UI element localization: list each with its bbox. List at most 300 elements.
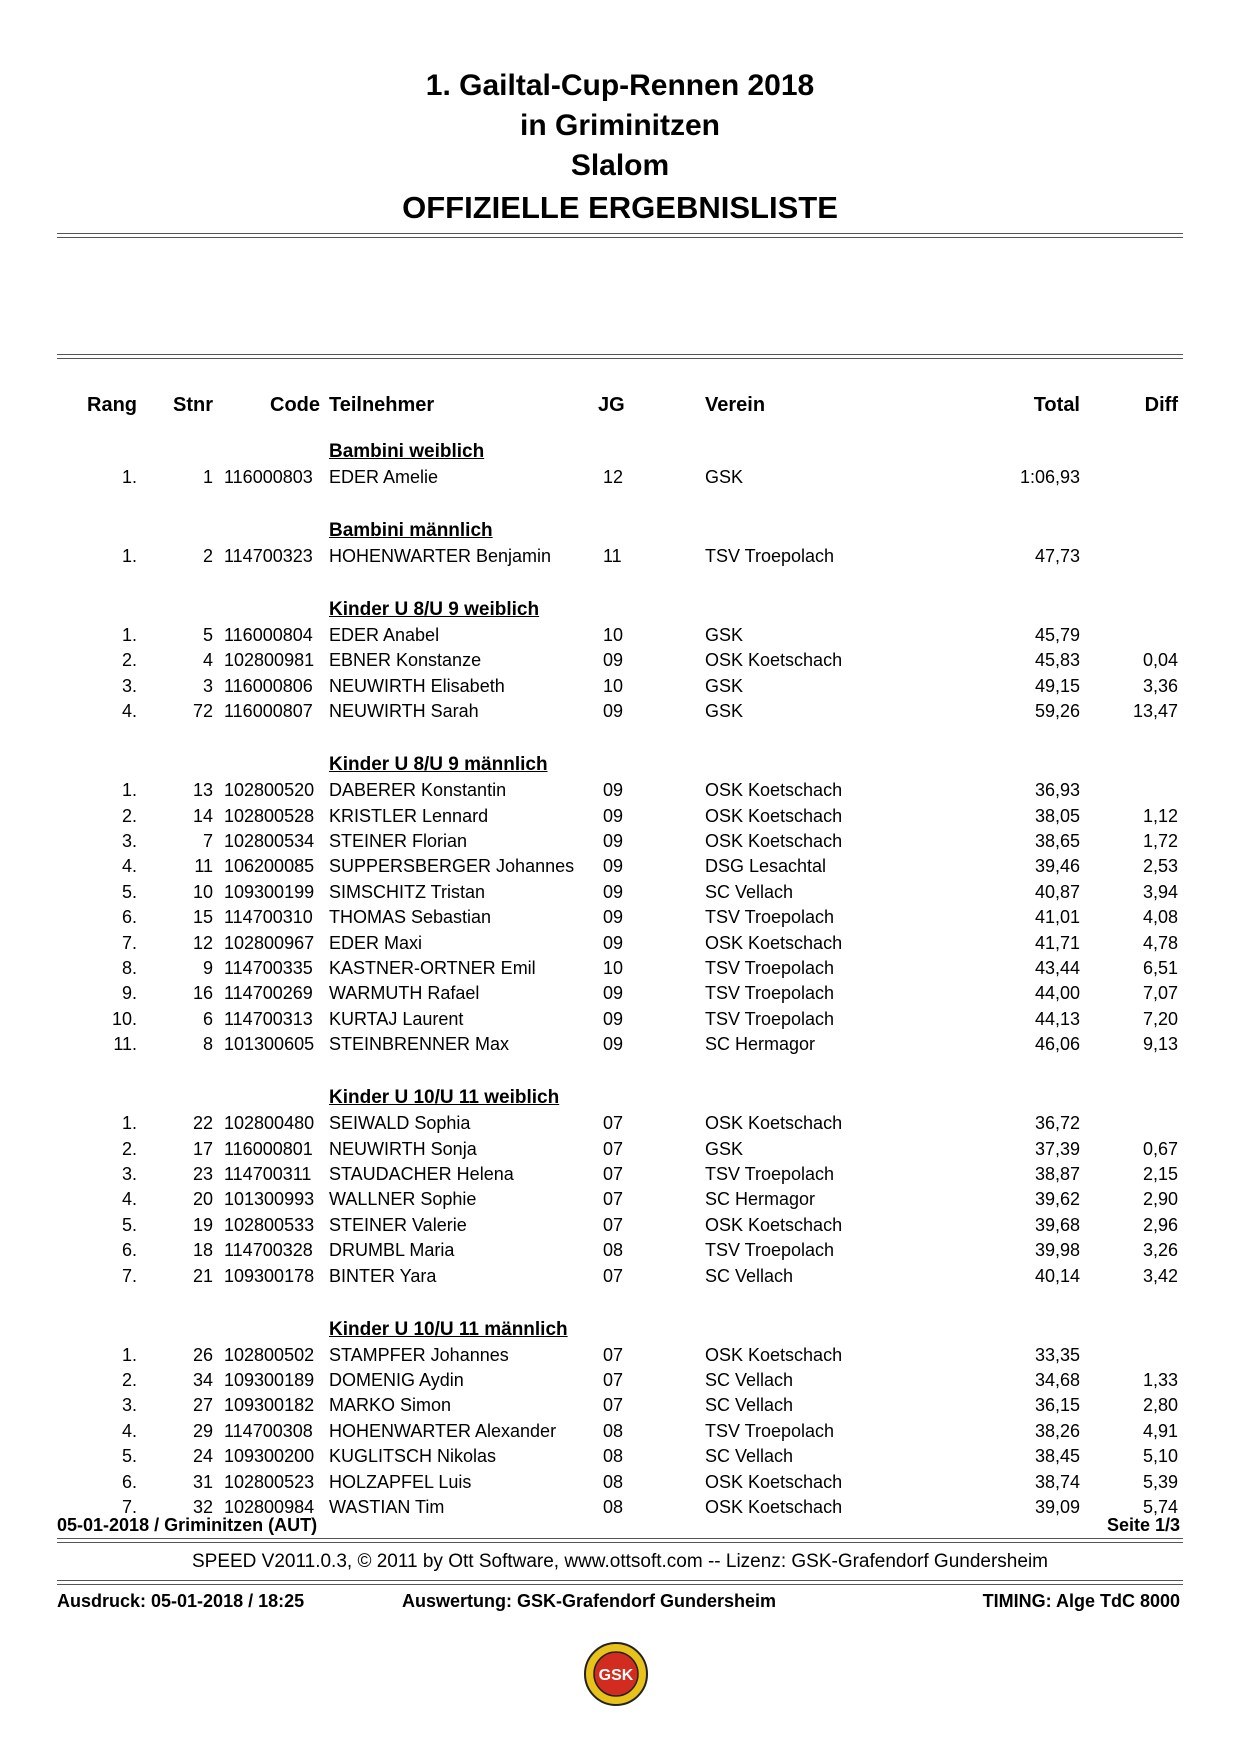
cell-stnr: 7 — [202, 831, 213, 851]
category-heading: Kinder U 10/U 11 weiblich — [329, 1087, 560, 1109]
cell-rang: 1. — [121, 625, 137, 645]
cell-code: 116000804 — [224, 625, 313, 645]
cell-verein: OSK Koetschach — [705, 1214, 843, 1235]
cell-stnr: 18 — [192, 1240, 213, 1261]
cell-diff: 1,12 — [1142, 805, 1178, 826]
cell-total: 38,65 — [1034, 831, 1080, 851]
cell-diff: 3,26 — [1142, 1240, 1178, 1261]
cell-stnr: 15 — [192, 907, 213, 928]
col-code: Code — [270, 394, 320, 416]
cell-jg: 07 — [603, 1214, 624, 1235]
cell-jg: 08 — [603, 1420, 624, 1441]
cell-jg: 08 — [603, 1471, 624, 1492]
cell-jg: 09 — [603, 907, 624, 928]
footer-timing: TIMING: Alge TdC 8000 — [982, 1591, 1180, 1611]
cell-stnr: 29 — [192, 1420, 213, 1441]
cell-verein: TSV Troepolach — [705, 1008, 835, 1029]
cell-total: 47,73 — [1034, 546, 1080, 566]
cell-jg: 08 — [603, 1497, 624, 1517]
cell-name: WASTIAN Tim — [329, 1497, 445, 1517]
cell-code: 109300200 — [224, 1446, 315, 1467]
cell-name: WALLNER Sophie — [329, 1189, 477, 1210]
cell-rang: 1. — [121, 546, 137, 566]
cell-name: DRUMBL Maria — [329, 1240, 455, 1261]
table-row — [0, 648, 1240, 673]
cell-code: 102800480 — [224, 1113, 315, 1134]
cell-verein: OSK Koetschach — [705, 805, 843, 826]
cell-verein: SC Vellach — [705, 1446, 794, 1467]
cell-jg: 07 — [603, 1265, 624, 1286]
cell-rang: 10. — [111, 1008, 137, 1029]
cell-rang: 4. — [121, 701, 137, 722]
cell-verein: GSK — [705, 701, 744, 722]
cell-verein: OSK Koetschach — [705, 1344, 843, 1365]
cell-diff: 9,13 — [1142, 1034, 1178, 1055]
table-row — [0, 1137, 1240, 1162]
cell-total: 39,09 — [1034, 1497, 1080, 1517]
cell-rang: 3. — [121, 1395, 137, 1416]
cell-total: 34,68 — [1034, 1370, 1080, 1390]
cell-rang: 6. — [121, 1240, 137, 1261]
cell-total: 1:06,93 — [1019, 467, 1080, 487]
cell-jg: 10 — [603, 675, 624, 696]
cell-code: 101300993 — [224, 1189, 315, 1210]
cell-stnr: 4 — [202, 650, 213, 671]
cell-diff: 1,72 — [1142, 831, 1178, 851]
table-row — [0, 465, 1240, 490]
cell-diff: 4,91 — [1142, 1420, 1178, 1441]
table-row — [0, 1444, 1240, 1469]
cell-diff: 7,20 — [1142, 1008, 1178, 1029]
cell-code: 116000801 — [224, 1138, 313, 1159]
cell-total: 38,05 — [1034, 805, 1080, 826]
cell-total: 41,71 — [1034, 932, 1080, 953]
cell-stnr: 31 — [192, 1471, 213, 1492]
cell-total: 38,74 — [1034, 1471, 1080, 1492]
cell-verein: GSK — [705, 625, 744, 645]
cell-jg: 07 — [603, 1395, 624, 1416]
document-title: OFFIZIELLE ERGEBNISLISTE — [402, 190, 838, 225]
cell-jg: 07 — [603, 1164, 624, 1184]
cell-verein: GSK — [705, 675, 744, 696]
cell-stnr: 20 — [192, 1189, 213, 1210]
table-row — [0, 1032, 1240, 1057]
cell-name: STEINBRENNER Max — [329, 1034, 510, 1055]
cell-jg: 07 — [603, 1370, 624, 1390]
cell-diff: 5,74 — [1142, 1497, 1178, 1517]
cell-diff: 7,07 — [1142, 983, 1178, 1004]
cell-name: NEUWIRTH Sonja — [329, 1138, 477, 1159]
cell-diff: 4,78 — [1142, 932, 1178, 953]
table-row — [0, 1213, 1240, 1238]
cell-verein: SC Vellach — [705, 1370, 794, 1390]
cell-stnr: 5 — [202, 625, 213, 645]
footer-evaluation: Auswertung: GSK-Grafendorf Gundersheim — [402, 1591, 777, 1611]
cell-verein: TSV Troepolach — [705, 1420, 835, 1441]
cell-rang: 4. — [121, 1189, 137, 1210]
cell-stnr: 32 — [192, 1497, 213, 1517]
cell-code: 102800502 — [224, 1344, 315, 1365]
cell-stnr: 8 — [202, 1034, 213, 1055]
cell-diff: 3,94 — [1142, 881, 1178, 902]
col-verein: Verein — [705, 394, 766, 416]
cell-stnr: 23 — [192, 1164, 213, 1184]
cell-name: DABERER Konstantin — [329, 780, 507, 801]
club-logo — [583, 1641, 649, 1707]
cell-name: NEUWIRTH Elisabeth — [329, 675, 505, 696]
table-row — [0, 1238, 1240, 1263]
cell-name: KUGLITSCH Nikolas — [329, 1446, 497, 1467]
cell-code: 114700328 — [224, 1240, 313, 1261]
cell-jg: 11 — [603, 546, 622, 566]
cell-stnr: 34 — [192, 1370, 213, 1390]
cell-jg: 07 — [603, 1138, 624, 1159]
cell-name: KURTAJ Laurent — [329, 1008, 464, 1029]
cell-name: STEINER Florian — [329, 831, 468, 851]
title-divider — [57, 233, 1183, 238]
cell-code: 102800533 — [224, 1214, 315, 1235]
category-heading: Bambini männlich — [329, 520, 493, 541]
cell-verein: SC Vellach — [705, 1265, 794, 1286]
title-line-1: 1. Gailtal-Cup-Rennen 2018 — [425, 69, 815, 102]
cell-stnr: 22 — [192, 1113, 213, 1134]
cell-jg: 09 — [603, 932, 624, 953]
cell-rang: 11. — [113, 1034, 137, 1055]
table-row — [0, 880, 1240, 905]
table-row — [0, 1264, 1240, 1289]
cell-rang: 4. — [121, 1420, 137, 1441]
table-row — [0, 931, 1240, 956]
cell-rang: 2. — [121, 1370, 137, 1390]
cell-code: 114700269 — [224, 983, 313, 1004]
cell-name: SEIWALD Sophia — [329, 1113, 471, 1134]
cell-name: EDER Maxi — [329, 932, 423, 953]
cell-diff: 2,53 — [1142, 856, 1178, 877]
cell-rang: 1. — [121, 467, 137, 487]
col-diff: Diff — [1144, 394, 1178, 416]
table-row — [0, 1111, 1240, 1136]
cell-diff: 5,10 — [1142, 1446, 1178, 1467]
cell-jg: 09 — [603, 831, 624, 851]
table-row — [0, 674, 1240, 699]
cell-stnr: 21 — [192, 1265, 213, 1286]
cell-rang: 1. — [121, 780, 137, 801]
cell-code: 114700311 — [224, 1164, 312, 1184]
header-divider — [57, 354, 1183, 359]
cell-code: 102800534 — [224, 831, 315, 851]
cell-verein: GSK — [705, 1138, 744, 1159]
table-row — [0, 854, 1240, 879]
footer-divider-bottom — [57, 1580, 1183, 1585]
logo-text: GSK — [598, 1667, 634, 1684]
cell-rang: 7. — [121, 1497, 137, 1517]
footer-date-place: 05-01-2018 / Griminitzen (AUT) — [57, 1515, 318, 1535]
table-row — [0, 1419, 1240, 1444]
cell-total: 59,26 — [1034, 701, 1080, 722]
cell-code: 114700323 — [224, 546, 313, 566]
cell-code: 114700335 — [224, 958, 313, 978]
cell-jg: 09 — [603, 650, 624, 671]
category-heading: Kinder U 8/U 9 männlich — [329, 754, 548, 776]
cell-verein: OSK Koetschach — [705, 780, 843, 801]
table-row — [0, 699, 1240, 724]
cell-code: 101300605 — [224, 1034, 315, 1055]
cell-stnr: 19 — [192, 1214, 213, 1235]
cell-stnr: 17 — [192, 1138, 213, 1159]
table-row — [0, 1007, 1240, 1032]
cell-stnr: 2 — [202, 546, 213, 566]
cell-total: 41,01 — [1034, 907, 1080, 928]
cell-diff: 2,96 — [1142, 1214, 1178, 1235]
cell-total: 39,68 — [1034, 1214, 1080, 1235]
table-row — [0, 804, 1240, 829]
table-row — [0, 544, 1240, 569]
cell-name: STAUDACHER Helena — [329, 1164, 514, 1184]
cell-name: WARMUTH Rafael — [329, 983, 480, 1004]
cell-code: 109300199 — [224, 881, 315, 902]
cell-stnr: 27 — [192, 1395, 213, 1416]
cell-rang: 9. — [121, 983, 137, 1004]
cell-verein: SC Vellach — [705, 1395, 794, 1416]
cell-rang: 2. — [121, 1138, 137, 1159]
cell-stnr: 72 — [192, 701, 213, 722]
col-jg: JG — [598, 394, 625, 416]
cell-rang: 7. — [121, 932, 137, 953]
cell-verein: SC Hermagor — [705, 1189, 816, 1210]
cell-verein: OSK Koetschach — [705, 1113, 843, 1134]
cell-name: EDER Anabel — [329, 625, 440, 645]
category-heading: Bambini weiblich — [329, 441, 485, 462]
cell-verein: TSV Troepolach — [705, 1164, 835, 1184]
cell-verein: OSK Koetschach — [705, 932, 843, 953]
cell-rang: 1. — [121, 1344, 137, 1365]
cell-verein: TSV Troepolach — [705, 1240, 835, 1261]
cell-total: 33,35 — [1034, 1344, 1080, 1365]
cell-rang: 2. — [121, 650, 137, 671]
cell-rang: 4. — [121, 856, 137, 877]
cell-jg: 09 — [603, 856, 624, 877]
cell-jg: 08 — [603, 1446, 624, 1467]
cell-verein: SC Vellach — [705, 881, 794, 902]
cell-jg: 07 — [603, 1113, 624, 1134]
cell-diff: 2,80 — [1142, 1395, 1178, 1416]
cell-name: DOMENIG Aydin — [329, 1370, 464, 1390]
cell-total: 38,26 — [1034, 1420, 1080, 1441]
table-row — [0, 623, 1240, 648]
cell-rang: 6. — [121, 907, 137, 928]
cell-rang: 3. — [121, 1164, 137, 1184]
cell-verein: GSK — [705, 467, 744, 487]
cell-total: 36,15 — [1034, 1395, 1080, 1416]
cell-name: SUPPERSBERGER Johannes — [329, 856, 575, 877]
cell-name: STEINER Valerie — [329, 1214, 467, 1235]
cell-stnr: 10 — [192, 881, 213, 902]
cell-total: 40,14 — [1034, 1265, 1080, 1286]
cell-jg: 10 — [603, 958, 624, 978]
cell-jg: 08 — [603, 1240, 624, 1261]
table-row — [0, 1162, 1240, 1187]
race-title — [0, 66, 1240, 186]
cell-name: EBNER Konstanze — [329, 650, 482, 671]
cell-stnr: 16 — [192, 983, 213, 1004]
cell-code: 102800967 — [224, 932, 315, 953]
title-line-3: Slalom — [570, 149, 670, 182]
cell-rang: 1. — [121, 1113, 137, 1134]
cell-total: 45,79 — [1034, 625, 1080, 645]
table-row — [0, 1343, 1240, 1368]
cell-diff: 5,39 — [1142, 1471, 1178, 1492]
col-stnr: Stnr — [173, 394, 213, 416]
category-heading: Kinder U 8/U 9 weiblich — [329, 599, 540, 620]
cell-total: 39,46 — [1034, 856, 1080, 877]
cell-stnr: 26 — [192, 1344, 213, 1365]
cell-rang: 5. — [121, 881, 137, 902]
cell-rang: 8. — [121, 958, 137, 978]
cell-jg: 09 — [603, 701, 624, 722]
cell-verein: TSV Troepolach — [705, 907, 835, 928]
cell-total: 40,87 — [1034, 881, 1080, 902]
cell-total: 38,87 — [1034, 1164, 1080, 1184]
cell-name: HOHENWARTER Benjamin — [329, 546, 552, 566]
footer-software: SPEED V2011.0.3, © 2011 by Ott Software, www.ottsoft.com -- Lizenz: GSK-Grafendorf Gundersheim — [191, 1551, 1048, 1572]
cell-code: 102800523 — [224, 1471, 315, 1492]
cell-name: MARKO Simon — [329, 1395, 452, 1416]
cell-jg: 10 — [603, 625, 624, 645]
cell-diff: 2,15 — [1142, 1164, 1178, 1184]
table-row — [0, 1470, 1240, 1495]
cell-stnr: 14 — [192, 805, 213, 826]
cell-diff: 0,67 — [1142, 1138, 1178, 1159]
table-row — [0, 778, 1240, 803]
cell-name: THOMAS Sebastian — [329, 907, 492, 928]
cell-stnr: 12 — [192, 932, 213, 953]
cell-total: 45,83 — [1034, 650, 1080, 671]
cell-name: STAMPFER Johannes — [329, 1344, 509, 1365]
cell-diff: 13,47 — [1132, 701, 1178, 722]
cell-total: 44,00 — [1034, 983, 1080, 1004]
cell-code: 102800528 — [224, 805, 315, 826]
cell-diff: 3,42 — [1142, 1265, 1178, 1286]
cell-total: 36,72 — [1034, 1113, 1080, 1134]
title-line-2: in Griminitzen — [519, 109, 720, 142]
footer-divider-top — [57, 1538, 1183, 1543]
cell-verein: OSK Koetschach — [705, 1497, 843, 1517]
cell-code: 102800981 — [224, 650, 315, 671]
cell-name: EDER Amelie — [329, 467, 439, 487]
cell-rang: 7. — [121, 1265, 137, 1286]
cell-total: 39,98 — [1034, 1240, 1080, 1261]
table-row — [0, 829, 1240, 854]
cell-total: 36,93 — [1034, 780, 1080, 801]
cell-verein: TSV Troepolach — [705, 983, 835, 1004]
cell-verein: DSG Lesachtal — [705, 856, 827, 877]
cell-code: 114700313 — [224, 1008, 313, 1029]
cell-jg: 12 — [603, 467, 624, 487]
cell-jg: 09 — [603, 1008, 624, 1029]
cell-diff: 4,08 — [1142, 907, 1178, 928]
cell-verein: OSK Koetschach — [705, 650, 843, 671]
cell-stnr: 9 — [202, 958, 213, 978]
cell-jg: 07 — [603, 1189, 624, 1210]
cell-rang: 5. — [121, 1446, 137, 1467]
cell-code: 116000806 — [224, 675, 313, 696]
cell-jg: 09 — [603, 983, 624, 1004]
col-rang: Rang — [87, 394, 137, 416]
cell-stnr: 24 — [192, 1446, 213, 1467]
cell-diff: 3,36 — [1142, 675, 1178, 696]
cell-diff: 1,33 — [1142, 1370, 1178, 1390]
table-row — [0, 981, 1240, 1006]
cell-name: KASTNER-ORTNER Emil — [329, 958, 536, 978]
table-row — [0, 1393, 1240, 1418]
cell-total: 46,06 — [1034, 1034, 1080, 1055]
cell-code: 102800984 — [224, 1497, 315, 1517]
cell-name: HOLZAPFEL Luis — [329, 1471, 472, 1492]
cell-verein: OSK Koetschach — [705, 831, 843, 851]
cell-name: NEUWIRTH Sarah — [329, 701, 479, 722]
col-total: Total — [1033, 394, 1080, 416]
table-row — [0, 1368, 1240, 1393]
cell-total: 37,39 — [1034, 1138, 1080, 1159]
table-row — [0, 956, 1240, 981]
cell-code: 114700308 — [224, 1420, 313, 1441]
cell-code: 109300178 — [224, 1265, 315, 1286]
cell-diff: 2,90 — [1142, 1189, 1178, 1210]
cell-rang: 3. — [121, 675, 137, 696]
cell-rang: 5. — [121, 1214, 137, 1235]
cell-code: 106200085 — [224, 856, 315, 877]
cell-code: 109300182 — [224, 1395, 315, 1416]
cell-verein: SC Hermagor — [705, 1034, 816, 1055]
table-row — [0, 905, 1240, 930]
cell-total: 49,15 — [1034, 675, 1080, 696]
cell-diff: 0,04 — [1142, 650, 1178, 671]
cell-stnr: 3 — [202, 675, 213, 696]
cell-code: 114700310 — [224, 907, 313, 928]
footer-page: Seite 1/3 — [1106, 1515, 1180, 1535]
cell-total: 44,13 — [1034, 1008, 1080, 1029]
cell-rang: 3. — [121, 831, 137, 851]
cell-rang: 2. — [121, 805, 137, 826]
cell-jg: 09 — [603, 1034, 624, 1055]
table-row — [0, 1187, 1240, 1212]
cell-verein: TSV Troepolach — [705, 958, 835, 978]
cell-code: 116000807 — [224, 701, 313, 722]
cell-total: 39,62 — [1034, 1189, 1080, 1210]
cell-jg: 07 — [603, 1344, 624, 1365]
cell-stnr: 13 — [192, 780, 213, 801]
cell-stnr: 6 — [202, 1008, 213, 1029]
cell-stnr: 1 — [202, 467, 213, 487]
cell-name: SIMSCHITZ Tristan — [329, 881, 486, 902]
cell-verein: TSV Troepolach — [705, 546, 835, 566]
cell-code: 109300189 — [224, 1370, 315, 1390]
cell-rang: 6. — [121, 1471, 137, 1492]
cell-code: 102800520 — [224, 780, 315, 801]
cell-total: 43,44 — [1034, 958, 1080, 978]
col-teilnehmer: Teilnehmer — [329, 394, 435, 416]
cell-name: BINTER Yara — [329, 1265, 437, 1286]
cell-jg: 09 — [603, 805, 624, 826]
cell-diff: 6,51 — [1142, 958, 1178, 978]
cell-name: HOHENWARTER Alexander — [329, 1420, 557, 1441]
cell-jg: 09 — [603, 780, 624, 801]
cell-jg: 09 — [603, 881, 624, 902]
cell-total: 38,45 — [1034, 1446, 1080, 1467]
footer-printout: Ausdruck: 05-01-2018 / 18:25 — [57, 1591, 305, 1611]
cell-stnr: 11 — [194, 856, 213, 877]
cell-name: KRISTLER Lennard — [329, 805, 489, 826]
